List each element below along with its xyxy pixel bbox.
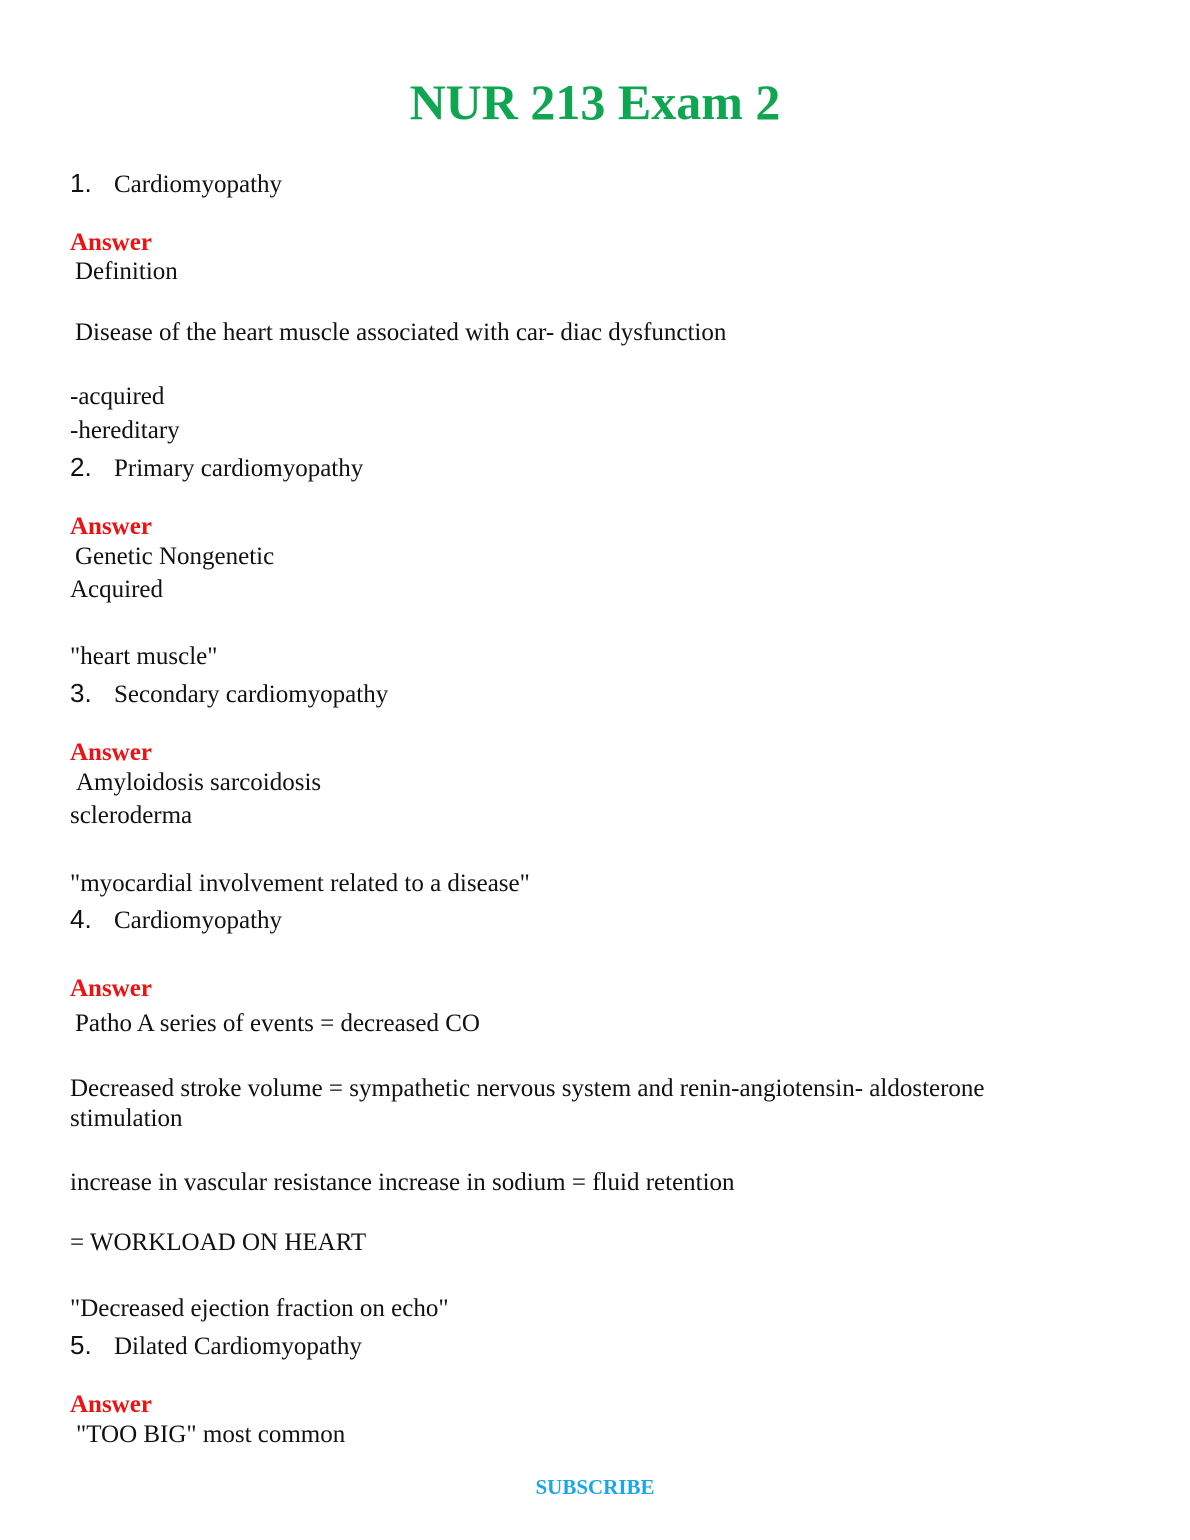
question-number: 2. (70, 452, 92, 482)
answer-label: Answer (70, 229, 152, 256)
answer-line: = WORKLOAD ON HEART (70, 1229, 367, 1256)
page-title: NUR 213 Exam 2 (409, 74, 781, 130)
answer-line: -acquired (70, 383, 165, 410)
question-number: 5. (70, 1330, 92, 1360)
question-2 (70, 452, 363, 484)
answer-line: Decreased stroke volume = sympathetic nervous system and renin-angiotensin- aldosterone (70, 1075, 985, 1102)
answer-line: "myocardial involvement related to a disease" (70, 870, 530, 897)
question-3 (70, 678, 388, 710)
answer-line: "TOO BIG" most common (76, 1421, 346, 1448)
question-title: Primary cardiomyopathy (114, 455, 364, 482)
subscribe-link[interactable]: SUBSCRIBE (535, 1475, 655, 1499)
answer-line: stimulation (70, 1105, 183, 1132)
question-1 (70, 168, 282, 200)
question-4 (70, 904, 282, 936)
answer-line: Genetic Nongenetic (75, 543, 275, 570)
answer-line: Patho A series of events = decreased CO (75, 1010, 480, 1037)
answer-line: Amyloidosis sarcoidosis (76, 769, 322, 796)
answer-line: Disease of the heart muscle associated with car- diac dysfunction (75, 319, 727, 346)
question-number: 4. (70, 904, 92, 934)
answer-label: Answer (70, 739, 152, 766)
answer-line: Acquired (70, 576, 164, 603)
answer-label: Answer (70, 513, 152, 540)
answer-line: "Decreased ejection fraction on echo" (70, 1295, 449, 1322)
question-title: Dilated Cardiomyopathy (114, 1333, 362, 1360)
question-number: 3. (70, 678, 92, 708)
question-title: Cardiomyopathy (114, 171, 283, 198)
question-number: 1. (70, 168, 92, 198)
answer-line: increase in vascular resistance increase in sodium = fluid retention (70, 1169, 735, 1196)
answer-line: scleroderma (70, 802, 193, 829)
answer-line: -hereditary (70, 417, 180, 444)
question-5 (70, 1330, 362, 1362)
answer-label: Answer (70, 975, 152, 1002)
answer-line: Definition (75, 258, 178, 285)
answer-label: Answer (70, 1391, 152, 1418)
question-title: Cardiomyopathy (114, 907, 283, 934)
question-title: Secondary cardiomyopathy (114, 681, 389, 708)
answer-line: "heart muscle" (70, 643, 218, 670)
